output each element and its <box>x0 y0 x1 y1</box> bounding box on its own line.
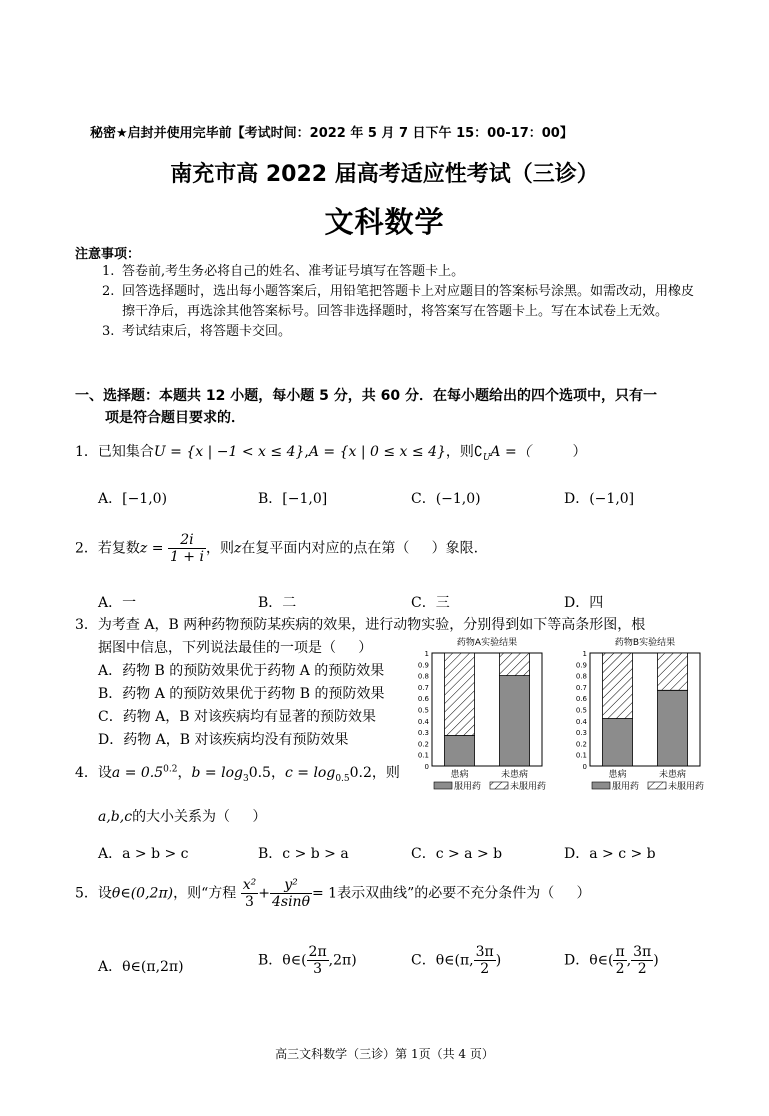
exponent: 0.2 <box>163 764 178 775</box>
y-tick-label: 0.3 <box>575 729 587 738</box>
y-tick-label: 0 <box>582 763 587 771</box>
notes-heading: 注意事项： <box>75 247 141 262</box>
bar-segment-not-taken <box>500 653 530 676</box>
y-tick-label: 0.1 <box>417 751 429 760</box>
complement-symbol: ∁ <box>473 444 483 460</box>
y-tick-label: 0.4 <box>417 717 429 726</box>
question-text: 设 <box>97 765 112 781</box>
set-u: U = {x | −1 < x ≤ 4} <box>153 444 305 460</box>
question-text: ） <box>572 444 587 460</box>
y-tick-label: 0.3 <box>417 729 429 738</box>
y-tick-label: 0.2 <box>575 740 587 749</box>
plus-sign: + <box>258 885 270 902</box>
variables: a,b,c <box>98 809 133 825</box>
section-line-2: 项是符合题目要求的． <box>105 410 245 426</box>
question-1: 1．已知集合U = {x | −1 < x ≤ 4},A = {x | 0 ≤ x ≤ 4}，则$∁_UA$ =（ ） <box>75 444 587 463</box>
legend-label: 服用药 <box>612 782 640 792</box>
bar-segment-taken <box>445 735 475 766</box>
question-number: 4． <box>75 765 98 781</box>
question-text: A =（ <box>490 444 531 460</box>
option-d: D．(−1,0] <box>564 491 635 507</box>
y-tick-label: 0.1 <box>575 751 587 760</box>
numerator: y² <box>270 877 312 894</box>
bar-segment-taken <box>500 676 530 766</box>
question-3 <box>75 614 645 634</box>
bar-charts <box>412 634 717 794</box>
page-footer: 高三文科数学（三诊）第 1页（共 4 页） <box>275 1047 494 1061</box>
option-b: B．c > b > a <box>258 846 349 862</box>
question-text: 表示双曲线”的必要不充分条件为（ <box>337 885 555 902</box>
y-tick-label: 0.8 <box>575 672 587 681</box>
a-definition: a = 0.5 <box>111 765 164 781</box>
question-text: ，则 <box>371 765 400 781</box>
question-number: 1． <box>75 444 98 460</box>
numerator: π <box>615 944 625 960</box>
question-text: ） <box>358 640 373 656</box>
legend-swatch-not-taken <box>490 782 508 789</box>
denominator: 2 <box>615 961 625 977</box>
note-number: 1. <box>102 264 115 279</box>
bar-segment-taken <box>603 719 633 766</box>
y-tick-label: 0.7 <box>417 683 429 692</box>
denominator: 3 <box>245 894 254 910</box>
option-c <box>411 944 501 977</box>
option-text: D．θ∈( <box>564 952 614 969</box>
denominator: 2 <box>480 961 490 977</box>
option-a: A．药物 B 的预防效果优于药物 A 的预防效果 <box>98 663 385 679</box>
y-tick-label: 1 <box>424 650 429 658</box>
x-tick-label: 未患病 <box>658 770 687 780</box>
question-text: ） <box>252 809 267 825</box>
question-5 <box>75 877 591 910</box>
legend-label: 未服用药 <box>510 782 547 792</box>
note-item <box>102 262 702 282</box>
option-b: B．药物 A 的预防效果优于药物 B 的预防效果 <box>98 686 385 702</box>
fraction <box>474 944 496 977</box>
question-text: ）象限. <box>431 540 479 557</box>
option-text: ) <box>495 952 502 969</box>
y-tick-label: 0.6 <box>417 695 429 704</box>
y-tick-label: 0.5 <box>575 706 587 715</box>
question-text: 为考查 A，B 两种药物预防某疾病的效果，进行动物实验，分别得到如下等高条形图，根 <box>97 617 646 633</box>
x-tick-label: 未患病 <box>500 770 529 780</box>
y-tick-label: 0.7 <box>575 683 587 692</box>
option-c: C．c > a > b <box>411 846 503 862</box>
question-number: 5． <box>75 885 98 902</box>
bar-segment-not-taken <box>658 653 688 690</box>
chart-title: 药物B实验结果 <box>614 638 676 648</box>
question-text: 设 <box>97 885 112 902</box>
question-text: 据图中信息，下列说法最佳的一项是（ <box>98 640 336 656</box>
numerator: x² <box>242 877 257 893</box>
subject-title: 文科数学 <box>324 205 445 239</box>
x-tick-label: 患病 <box>608 770 627 780</box>
y-tick-label: 0.8 <box>417 672 429 681</box>
option-d: D．四 <box>564 595 604 611</box>
z-equals: z = <box>139 540 164 557</box>
note-text: 回答选择题时，选出每小题答案后，用铅笔把答题卡上对应题目的答案标号涂黑。如需改动，用橡皮擦干净后，再选涂其他答案标号。回答非选择题时，将答案写在答题卡上。写在本试卷上无效。 <box>122 284 695 319</box>
numerator: 3π <box>633 944 652 960</box>
option-text: B．θ∈( <box>258 952 307 969</box>
notes-list <box>102 262 702 342</box>
legend-swatch-taken <box>592 782 610 789</box>
fraction <box>307 944 329 977</box>
option-b: B．二 <box>258 595 297 611</box>
y-tick-label: 0.6 <box>575 695 587 704</box>
y-tick-label: 0.9 <box>575 661 587 670</box>
fraction <box>270 877 312 910</box>
exam-title: 南充市高 2022 届高考适应性考试（三诊） <box>170 162 599 187</box>
complement-universe: U <box>482 452 491 463</box>
question-text: ，则 <box>445 444 474 460</box>
legend-label: 未服用药 <box>668 782 705 792</box>
option-c: C．药物 A，B 对该疾病均有显著的预防效果 <box>98 709 377 725</box>
y-tick-label: 0.5 <box>417 706 429 715</box>
legend-swatch-taken <box>434 782 452 789</box>
b-definition: b = log <box>191 765 243 781</box>
bar-segment-taken <box>658 690 688 766</box>
question-number: 2． <box>75 540 98 557</box>
theta-domain: θ∈(0,2π) <box>111 885 174 902</box>
legend-label: 服用药 <box>454 782 482 792</box>
note-number: 3. <box>102 324 115 339</box>
note-number: 2. <box>102 284 115 299</box>
bar-segment-not-taken <box>603 653 633 719</box>
question-text: ） <box>576 885 591 902</box>
numerator: 3π <box>475 944 494 960</box>
question-4: 4．设$a = 0.5^{0.2}$，$b = \log_30.5$，$c = \log_{0.5}0.2$，则 <box>75 764 400 784</box>
option-d: D．a > c > b <box>564 846 656 862</box>
question-text: 若复数 <box>97 540 140 557</box>
option-text: ) <box>653 952 659 969</box>
section-heading <box>75 385 715 429</box>
question-text: 的大小关系为（ <box>132 809 231 825</box>
question-text: 在复平面内对应的点在第（ <box>241 540 410 557</box>
log-argument: 0.5 <box>248 765 271 781</box>
question-text: 已知集合 <box>97 444 154 460</box>
question-text: ，则“方程 <box>173 885 237 902</box>
bar-segment-not-taken <box>445 653 475 735</box>
log-argument: 0.2 <box>349 765 372 781</box>
equals-one: = 1 <box>312 885 338 902</box>
numerator: 2i <box>168 532 206 549</box>
y-tick-label: 0.4 <box>575 717 587 726</box>
set-a: A = {x | 0 ≤ x ≤ 4} <box>308 444 446 460</box>
option-text: , <box>626 952 632 969</box>
y-tick-label: 0.2 <box>417 740 429 749</box>
question-3-line-2 <box>98 637 372 657</box>
fraction <box>631 944 653 977</box>
c-definition: c = log <box>284 765 336 781</box>
note-item <box>102 282 702 322</box>
exam-secret-line: 秘密★启封并使用完毕前【考试时间：2022 年 5 月 7 日下午 15：00-17：00】 <box>90 126 573 141</box>
note-text: 考试结束后，将答题卡交回。 <box>122 324 292 339</box>
option-d <box>564 944 659 977</box>
y-tick-label: 0 <box>424 763 429 771</box>
chart-title: 药物A实验结果 <box>456 638 518 648</box>
log-base: 3 <box>242 773 249 784</box>
x-tick-label: 患病 <box>450 770 469 780</box>
variable-z: z <box>233 540 242 557</box>
option-a: A．θ∈(π,2π) <box>98 959 184 975</box>
denominator: 2 <box>637 961 647 977</box>
question-number: 3． <box>75 617 98 633</box>
option-c: C．(−1,0) <box>411 491 481 507</box>
option-a: A．[−1,0) <box>98 491 168 507</box>
legend-swatch-not-taken <box>648 782 666 789</box>
option-text: ,2π) <box>328 952 357 969</box>
y-tick-label: 0.9 <box>417 661 429 670</box>
option-b: B．[−1,0] <box>258 491 328 507</box>
log-base: 0.5 <box>335 773 350 784</box>
question-2 <box>75 532 478 565</box>
question-4-line-2 <box>98 806 266 826</box>
fraction <box>241 877 259 910</box>
denominator: 3 <box>313 961 323 977</box>
option-b <box>258 944 357 977</box>
option-a: A．a > b > c <box>98 846 189 862</box>
option-d: D．药物 A，B 对该疾病均没有预防效果 <box>98 732 349 748</box>
section-line-1: 一、选择题：本题共 12 小题，每小题 5 分，共 60 分．在每小题给出的四个选项中，只有一 <box>75 388 657 404</box>
fraction <box>168 532 206 565</box>
y-tick-label: 1 <box>582 650 587 658</box>
option-a: A．一 <box>98 595 137 611</box>
fraction <box>613 944 626 977</box>
denominator: 1 + i <box>169 549 204 565</box>
denominator: 4sinθ <box>271 894 310 910</box>
option-c: C．三 <box>411 595 450 611</box>
numerator: 2π <box>308 944 327 960</box>
note-item <box>102 322 702 342</box>
question-text: ，则 <box>205 540 234 557</box>
note-text: 答卷前,考生务必将自己的姓名、准考证号填写在答题卡上。 <box>122 264 465 279</box>
option-text: C．θ∈(π, <box>411 952 474 969</box>
